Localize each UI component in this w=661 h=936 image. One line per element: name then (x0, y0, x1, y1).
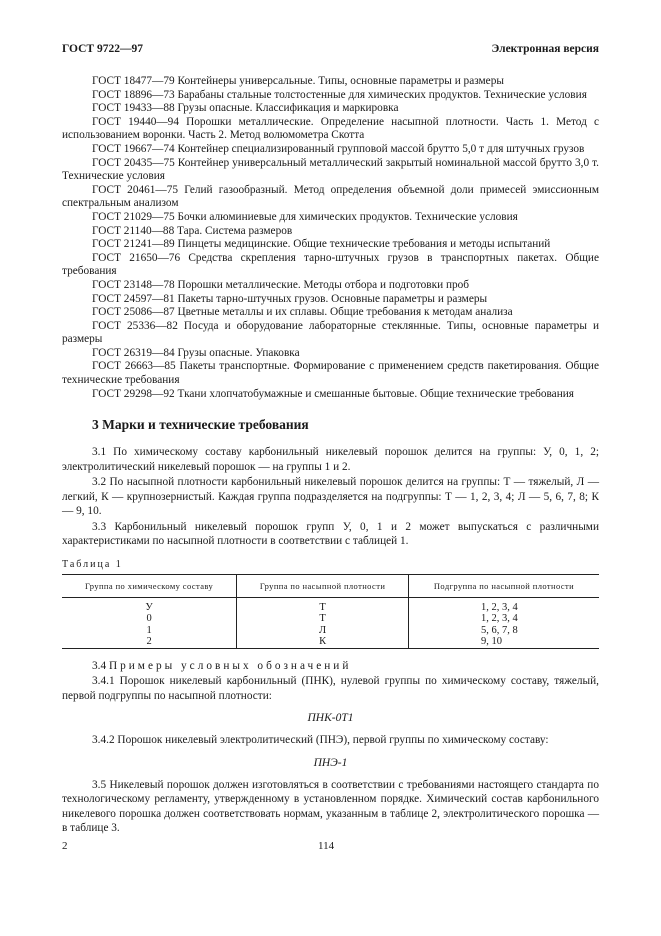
reference-item: ГОСТ 21029—75 Бочки алюминиевые для химических продуктов. Технические условия (92, 210, 518, 223)
designation-example: ПНЭ-1 (313, 756, 348, 769)
table-cell: 9, 10 (408, 636, 599, 648)
table-header-row (62, 574, 599, 597)
reference-item: ГОСТ 26319—84 Грузы опасные. Упаковка (92, 346, 300, 359)
table-cell: Т (237, 613, 409, 625)
reference-item: ГОСТ 18896—73 Барабаны стальные толстостенные для химических продуктов. Технические условия (92, 88, 587, 101)
reference-item: ГОСТ 24597—81 Пакеты тарно-штучных грузов. Основные параметры и размеры (92, 292, 488, 305)
reference-item: ГОСТ 25086—87 Цветные металлы и их сплавы. Общие требования к методам анализа (92, 306, 513, 319)
paragraph-3-4-2: 3.4.2 Порошок никелевый электролитический (ПНЭ), первой группы по химическому составу: (92, 734, 549, 747)
reference-item: ГОСТ 25336—82 Посуда и оборудование лабораторные стеклянные. Типы, основные параметры и размеры (62, 319, 599, 346)
reference-item: ГОСТ 21140—88 Тара. Система размеров (92, 224, 293, 237)
paragraph-title: Примеры условных обозначений (108, 659, 352, 672)
table-cell: 1 (146, 624, 152, 636)
table-cell: 2 (62, 636, 237, 648)
reference-item: ГОСТ 21241—89 Пинцеты медицинские. Общие технические требования и методы испытаний (92, 238, 551, 251)
designation-example: ПНК-0Т1 (307, 712, 354, 725)
reference-item: ГОСТ 23148—78 Порошки металлические. Методы отбора и подготовки проб (92, 278, 470, 291)
paragraph-3-4 (62, 659, 599, 674)
table-cell: 1, 2, 3, 4 (408, 597, 599, 613)
reference-item: ГОСТ 19440—94 Порошки металлические. Определение насыпной плотности. Часть 1. Метод с использованием воронки. Часть 2. Метод волюмометра Скотта (62, 115, 599, 142)
paragraph-3-5: 3.5 Никелевый порошок должен изготовляться в соответствии с требованиями настоящего стандарта по технологическому регламенту, утвержденному в установленном порядке. Химический состав карбонильного никелевого порошка должен соответствовать нормам, указанным в таблице 2, электролитического порошка — в таблице 3. (62, 778, 599, 835)
reference-item: ГОСТ 26663—85 Пакеты транспортные. Формирование с применением средств пакетирования. Общие технические требования (62, 360, 599, 387)
table-cell: К (237, 636, 409, 648)
table-caption: Таблица 1 (62, 558, 123, 570)
paragraph-3-3: 3.3 Карбонильный никелевый порошок групп У, 0, 1 и 2 может выпускаться с различными характеристиками по насыпной плотности в соответствии с таблицей 1. (62, 520, 599, 548)
table-cell: 1, 2, 3, 4 (408, 613, 599, 625)
reference-item: ГОСТ 29298—92 Ткани хлопчатобумажные и смешанные бытовые. Общие технические требования (92, 387, 574, 400)
page-content (62, 75, 599, 837)
paragraph-3-2: 3.2 По насыпной плотности карбонильный никелевый порошок делится на группы: Т — тяжелый, Л — легкий, К — крупнозернистый. Каждая группа подразделяется на подгруппы: Т — 1, 2, 3, 4; Л — 5, 6, 7, 8; К — 9, 10. (62, 476, 599, 518)
paragraph-3-1: 3.1 По химическому составу карбонильный никелевый порошок делится на группы: У, 0, 1, 2; электролитический никелевый порошок — на группы 1 и 2. (62, 446, 599, 473)
reference-item: ГОСТ 19433—88 Грузы опасные. Классификация и маркировка (92, 102, 399, 115)
table-row (62, 613, 599, 625)
table-header-cell: Группа по насыпной плотности (237, 574, 409, 597)
reference-item: ГОСТ 19667—74 Контейнер специализированный групповой массой брутто 5,0 т для штучных грузов (92, 142, 585, 155)
section-heading: 3 Марки и технические требования (92, 417, 309, 433)
table-row (62, 597, 599, 613)
reference-item: ГОСТ 20435—75 Контейнер универсальный металлический закрытый номинальной массой брутто 3,0 т. Технические условия (62, 156, 599, 183)
paragraph-3-4-1: 3.4.1 Порошок никелевый карбонильный (ПНК), нулевой группы по химическому составу, тяжелый, первой подгруппы по насыпной плотности: (62, 675, 599, 702)
reference-item: ГОСТ 20461—75 Гелий газообразный. Метод определения объемной доли примесей эмиссионным спектральным анализом (62, 183, 599, 210)
table-1 (62, 574, 599, 649)
table-cell: Т (237, 597, 409, 613)
reference-item: ГОСТ 18477—79 Контейнеры универсальные. Типы, основные параметры и размеры (92, 75, 504, 87)
table-row (62, 625, 599, 637)
table-header-cell: Группа по химическому составу (62, 574, 237, 597)
table-row (62, 636, 599, 648)
paragraph-number: 3.4 (92, 659, 107, 672)
reference-item: ГОСТ 21650—76 Средства скрепления тарно-штучных грузов в транспортных пакетах. Общие требования (62, 251, 599, 278)
spacer (62, 649, 599, 659)
table-cell: У (145, 601, 153, 613)
page-number: 114 (318, 840, 335, 852)
header-version: Электронная версия (491, 43, 599, 55)
table-cell: Л (237, 625, 409, 637)
references-list (62, 75, 599, 401)
header-standard-number: ГОСТ 9722—97 (62, 43, 143, 55)
table-cell: 0 (146, 613, 152, 625)
table-header-cell: Подгруппа по насыпной плотности (408, 574, 599, 597)
table-cell: 5, 6, 7, 8 (408, 625, 599, 637)
page-side-number: 2 (62, 840, 68, 852)
